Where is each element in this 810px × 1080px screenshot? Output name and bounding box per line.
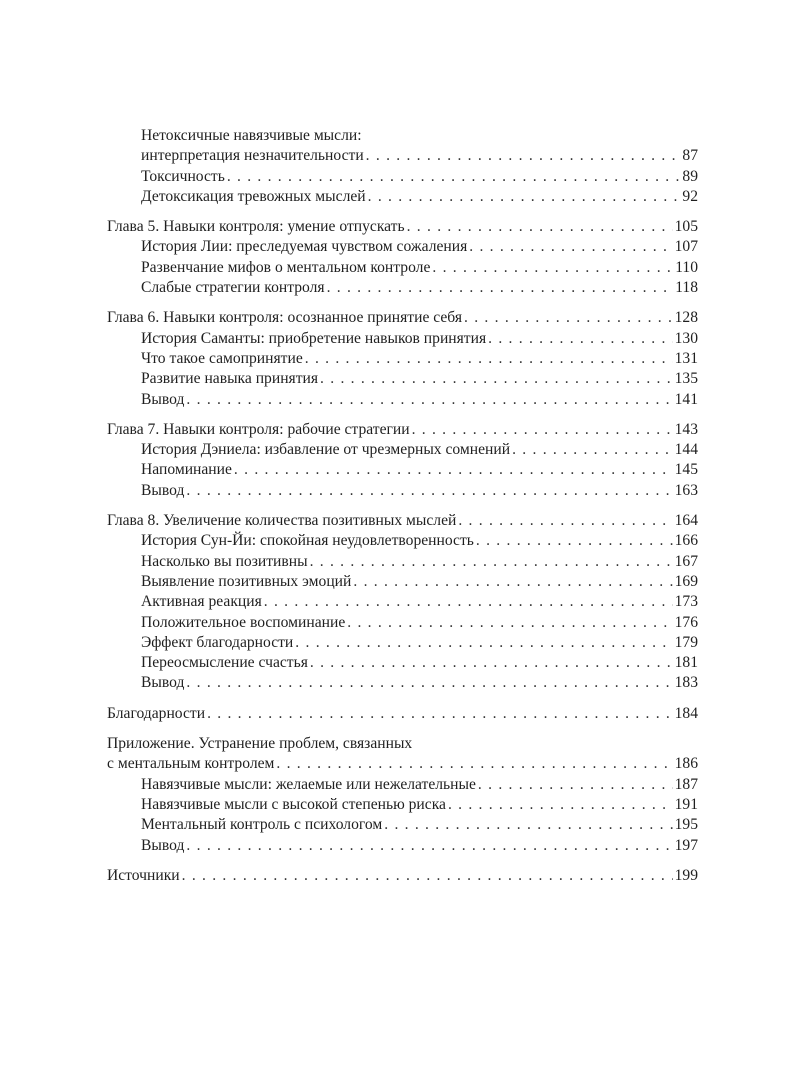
toc-entry-title: Глава 5. Навыки контроля: умение отпускать <box>107 218 405 236</box>
dot-leader <box>264 592 673 612</box>
toc-entry-title: История Сун-Йи: спокойная неудовлетворенность <box>141 532 474 550</box>
toc-entry-title: История Дэниела: избавление от чрезмерных сомнений <box>141 441 511 459</box>
toc-page-number: 118 <box>675 279 698 297</box>
toc-page-number: 110 <box>675 258 698 276</box>
toc-page-number: 163 <box>674 481 698 499</box>
toc-section-entry <box>107 167 698 187</box>
toc-entry-title: Глава 8. Увеличение количества позитивных мыслей <box>107 512 457 530</box>
toc-entry-title: Что такое самопринятие <box>141 349 303 367</box>
toc-entry-title: Вывод <box>141 674 185 692</box>
toc-chapter-entry <box>107 511 698 531</box>
toc-page-number: 179 <box>674 633 698 651</box>
dot-leader <box>384 815 672 835</box>
toc-entry-title: Приложение. Устранение проблем, связанных <box>107 735 413 753</box>
toc-section-entry <box>107 187 698 207</box>
dot-leader <box>276 754 672 774</box>
toc-section-entry <box>107 836 698 856</box>
toc-entry-title: История Лии: преследуемая чувством сожаления <box>141 238 468 256</box>
toc-entry-title: интерпретация незначительности <box>141 147 364 165</box>
toc-section-entry <box>107 795 698 815</box>
dot-leader <box>469 237 672 257</box>
toc-section-entry <box>107 552 698 572</box>
toc-page-number: 89 <box>682 167 698 185</box>
toc-chapter-entry <box>107 420 698 440</box>
toc-section-entry <box>107 815 698 835</box>
toc-entry-title: Нетоксичные навязчивые мысли: <box>141 127 362 144</box>
section-gap <box>107 856 698 866</box>
toc-page-number: 141 <box>674 390 698 408</box>
toc-page-number: 143 <box>674 420 698 438</box>
dot-leader <box>186 390 672 410</box>
section-gap <box>107 694 698 704</box>
table-of-contents <box>107 126 698 886</box>
toc-chapter-entry <box>107 866 698 886</box>
toc-entry-title: Детоксикация тревожных мыслей <box>141 187 366 205</box>
toc-section-entry <box>107 592 698 612</box>
toc-section-entry <box>107 237 698 257</box>
toc-section-entry <box>107 531 698 551</box>
toc-page-number: 107 <box>674 238 698 256</box>
toc-section-entry <box>107 653 698 673</box>
toc-page-number: 167 <box>674 552 698 570</box>
toc-entry-title: Переосмысление счастья <box>141 654 308 672</box>
toc-entry-title: Навязчивые мысли с высокой степенью риска <box>141 795 446 813</box>
dot-leader <box>368 187 681 207</box>
dot-leader <box>310 552 673 572</box>
toc-chapter-entry <box>107 217 698 237</box>
toc-entry-title: Благодарности <box>107 704 206 722</box>
dot-leader <box>476 531 673 551</box>
toc-page-number: 187 <box>674 775 698 793</box>
section-gap <box>107 501 698 511</box>
toc-entry-title: Развенчание мифов о ментальном контроле <box>141 258 431 276</box>
toc-entry-title: Навязчивые мысли: желаемые или нежелательные <box>141 775 476 793</box>
toc-entry-title: Активная реакция <box>141 593 262 611</box>
toc-section-entry <box>107 633 698 653</box>
toc-page-number: 166 <box>674 532 698 550</box>
dot-leader <box>448 795 673 815</box>
toc-page-number: 195 <box>674 816 698 834</box>
toc-page-number: 176 <box>674 613 698 631</box>
toc-chapter-entry <box>107 308 698 328</box>
toc-entry-title: Развитие навыка принятия <box>141 370 319 388</box>
toc-section-entry <box>107 369 698 389</box>
dot-leader <box>295 633 672 653</box>
toc-page-number: 145 <box>674 461 698 479</box>
dot-leader <box>186 836 672 856</box>
dot-leader <box>327 278 674 298</box>
toc-entry-title: с ментальным контролем <box>107 755 275 773</box>
toc-entry-title: Глава 7. Навыки контроля: рабочие стратегии <box>107 420 410 438</box>
toc-page-number: 191 <box>674 795 698 813</box>
dot-leader <box>227 167 681 187</box>
toc-section-entry <box>107 572 698 592</box>
toc-section-entry <box>107 673 698 693</box>
toc-entry-title: Эффект благодарности <box>141 633 294 651</box>
toc-page-number: 186 <box>674 755 698 773</box>
toc-page-number: 135 <box>674 370 698 388</box>
toc-entry-title: Токсичность <box>141 167 225 185</box>
toc-entry-title: Выявление позитивных эмоций <box>141 572 352 590</box>
toc-page-number: 144 <box>674 441 698 459</box>
toc-section-entry <box>107 440 698 460</box>
toc-page-number: 130 <box>674 329 698 347</box>
toc-section-entry <box>107 146 698 166</box>
toc-section-entry <box>107 329 698 349</box>
dot-leader <box>512 440 673 460</box>
dot-leader <box>347 613 672 633</box>
toc-page-number: 164 <box>674 512 698 530</box>
toc-page-number: 87 <box>682 147 698 165</box>
section-gap <box>107 207 698 217</box>
toc-section-entry <box>107 390 698 410</box>
dot-leader <box>432 258 673 278</box>
toc-entry-title: Ментальный контроль с психологом <box>141 816 383 834</box>
toc-page-number: 169 <box>674 572 698 590</box>
toc-entry-title: Насколько вы позитивны <box>141 552 308 570</box>
toc-page-number: 92 <box>682 187 698 205</box>
toc-section-entry <box>107 126 698 146</box>
toc-entry-title: Глава 6. Навыки контроля: осознанное принятие себя <box>107 309 463 327</box>
dot-leader <box>234 460 673 480</box>
toc-page-number: 105 <box>674 218 698 236</box>
dot-leader <box>320 369 673 389</box>
section-gap <box>107 724 698 734</box>
toc-section-entry <box>107 349 698 369</box>
toc-page-number: 199 <box>674 866 698 884</box>
toc-section-entry <box>107 481 698 501</box>
section-gap <box>107 410 698 420</box>
toc-entry-title: Напоминание <box>141 461 232 479</box>
section-gap <box>107 298 698 308</box>
toc-page-number: 128 <box>674 309 698 327</box>
toc-page-number: 173 <box>674 593 698 611</box>
toc-page-number: 197 <box>674 836 698 854</box>
dot-leader <box>186 481 672 501</box>
dot-leader <box>186 673 672 693</box>
toc-page-number: 184 <box>674 704 698 722</box>
dot-leader <box>366 146 681 166</box>
toc-entry-title: Положительное воспоминание <box>141 613 346 631</box>
toc-section-entry <box>107 613 698 633</box>
toc-chapter-entry <box>107 704 698 724</box>
toc-section-entry <box>107 278 698 298</box>
toc-entry-title: История Саманты: приобретение навыков принятия <box>141 329 487 347</box>
toc-page-number: 131 <box>674 349 698 367</box>
dot-leader <box>353 572 672 592</box>
dot-leader <box>305 349 673 369</box>
dot-leader <box>182 866 673 886</box>
toc-section-entry <box>107 460 698 480</box>
toc-page-number: 183 <box>674 674 698 692</box>
toc-entry-title: Вывод <box>141 481 185 499</box>
dot-leader <box>412 420 673 440</box>
dot-leader <box>464 308 673 328</box>
toc-entry-title: Вывод <box>141 390 185 408</box>
toc-entry-title: Источники <box>107 866 180 884</box>
dot-leader <box>310 653 673 673</box>
toc-chapter-entry <box>107 754 698 774</box>
dot-leader <box>478 775 673 795</box>
dot-leader <box>407 217 673 237</box>
dot-leader <box>207 704 673 724</box>
toc-section-entry <box>107 258 698 278</box>
dot-leader <box>488 329 672 349</box>
toc-entry-title: Вывод <box>141 836 185 854</box>
toc-entry-title: Слабые стратегии контроля <box>141 279 325 297</box>
toc-chapter-entry <box>107 734 698 754</box>
toc-page-number: 181 <box>674 654 698 672</box>
toc-section-entry <box>107 775 698 795</box>
dot-leader <box>458 511 672 531</box>
